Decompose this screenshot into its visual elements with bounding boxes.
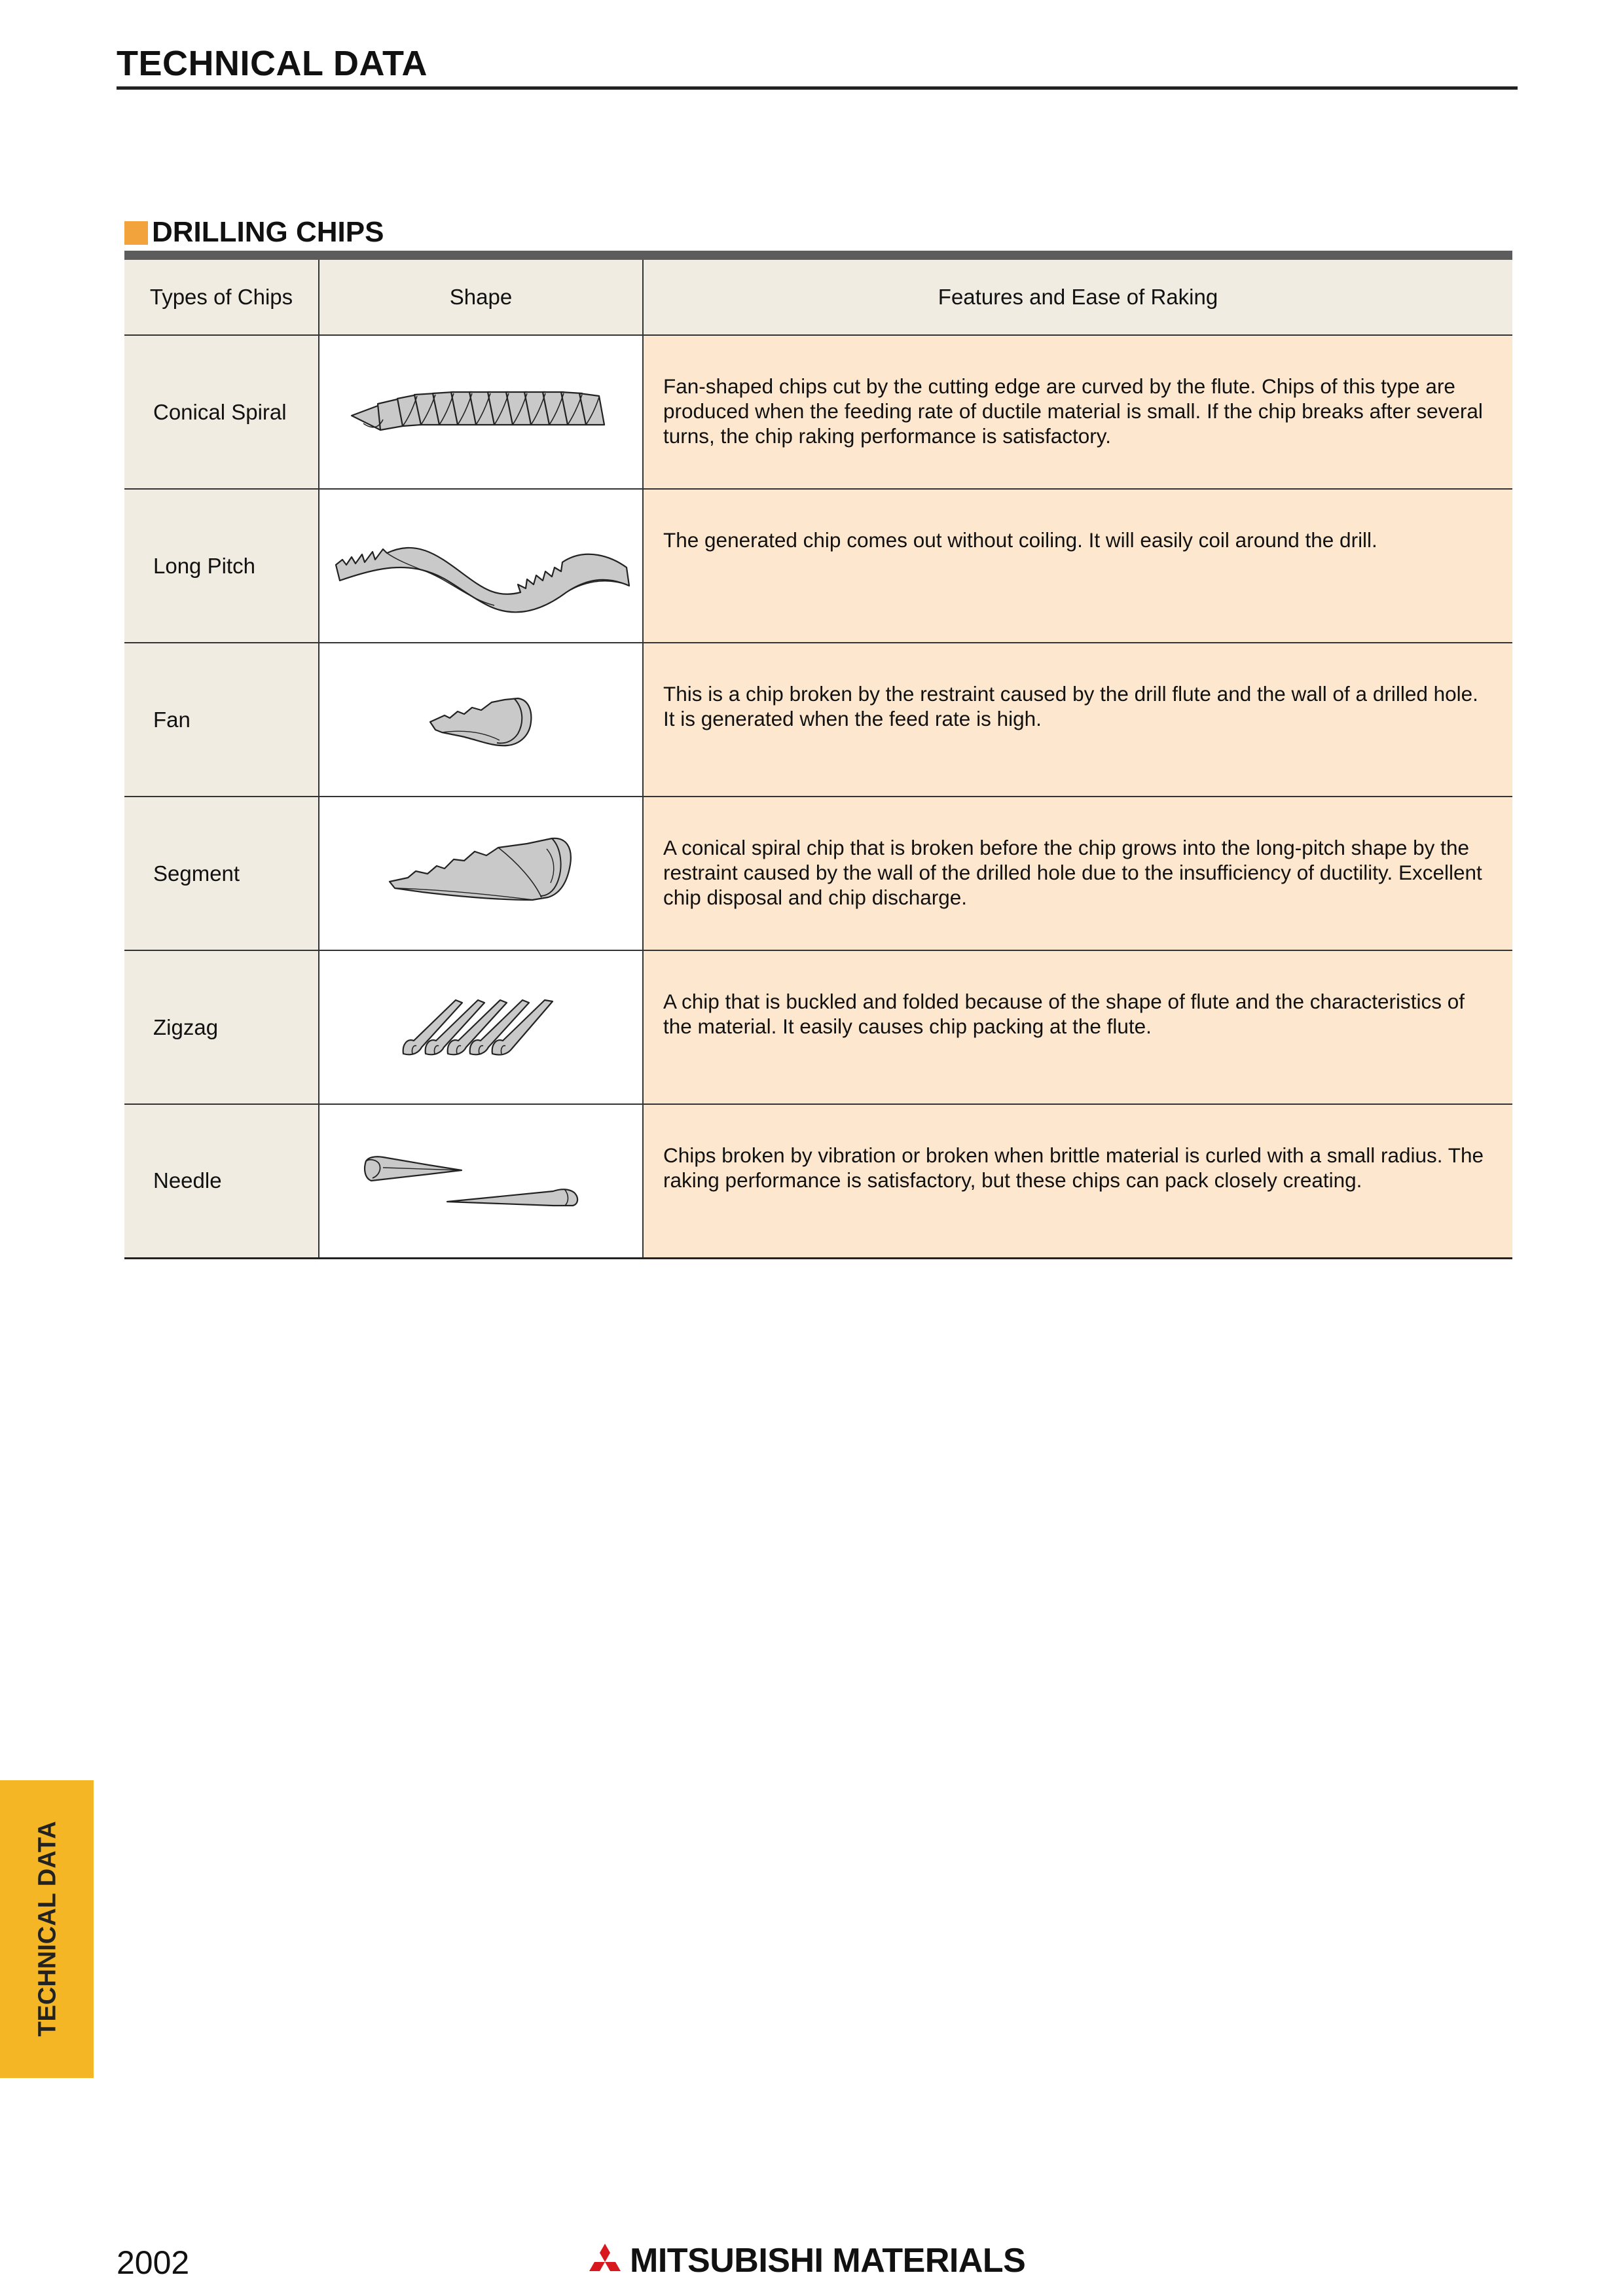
- chip-type-cell: Segment: [124, 797, 319, 950]
- chip-features-cell: Chips broken by vibration or broken when brittle material is curled with a small radius. The raking performance is satisfactory, but these chips can pack closely creating.: [643, 1104, 1512, 1258]
- chip-features-cell: Fan-shaped chips cut by the cutting edge are curved by the flute. Chips of this type are produced when the feeding rate of ductile material is small. If the chip breaks after several turns, the chip raking performance is satisfactory.: [643, 335, 1512, 489]
- table-row: [124, 643, 1512, 797]
- table-row: [124, 797, 1512, 950]
- table-header-row: [124, 260, 1512, 335]
- chip-shape-cell: [319, 489, 643, 643]
- chip-type-cell: Needle: [124, 1104, 319, 1258]
- chip-shape-cell: [319, 335, 643, 489]
- chip-type-cell: Conical Spiral: [124, 335, 319, 489]
- chip-features-cell: The generated chip comes out without coiling. It will easily coil around the drill.: [643, 489, 1512, 643]
- chip-type-cell: Zigzag: [124, 950, 319, 1104]
- page-number: 2002: [117, 2244, 190, 2281]
- table-row: [124, 950, 1512, 1104]
- side-tab-label: TECHNICAL DATA: [33, 1821, 62, 2037]
- long-pitch-chip-icon: [324, 507, 638, 625]
- chip-features-cell: A chip that is buckled and folded because of the shape of flute and the characteristics of the material. It easily causes chip packing at the flute.: [643, 950, 1512, 1104]
- chip-features-cell: A conical spiral chip that is broken before the chip grows into the long-pitch shape by the restraint caused by the wall of the drilled hole due to the insufficiency of ductility. Excellent chip disposal and chip discharge.: [643, 797, 1512, 950]
- chip-type-cell: Fan: [124, 643, 319, 797]
- chip-type-cell: Long Pitch: [124, 489, 319, 643]
- table-row: [124, 335, 1512, 489]
- column-header-types: Types of Chips: [124, 260, 319, 335]
- drilling-chips-table: [124, 260, 1512, 1259]
- chip-shape-cell: [319, 950, 643, 1104]
- page-header: [117, 39, 1518, 90]
- segment-chip-icon: [376, 828, 586, 920]
- fan-chip-icon: [416, 684, 547, 756]
- footer-brand-name: MITSUBISHI MATERIALS: [630, 2242, 1026, 2280]
- chip-shape-cell: [319, 643, 643, 797]
- chip-shape-cell: [319, 1104, 643, 1258]
- needle-chip-icon: [357, 1141, 606, 1220]
- column-header-features: Features and Ease of Raking: [643, 260, 1512, 335]
- table-row: [124, 489, 1512, 643]
- column-header-shape: Shape: [319, 260, 643, 335]
- section-marker-icon: [124, 221, 148, 245]
- table-top-rule: [124, 251, 1512, 260]
- conical-spiral-chip-icon: [337, 370, 625, 455]
- chip-features-cell: This is a chip broken by the restraint caused by the drill flute and the wall of a drilled hole. It is generated when the feed rate is high.: [643, 643, 1512, 797]
- side-section-tab: [0, 1780, 94, 2078]
- table-row: [124, 1104, 1512, 1258]
- mitsubishi-three-diamonds-icon: [584, 2244, 626, 2280]
- section-title: DRILLING CHIPS: [152, 216, 384, 248]
- page-title: TECHNICAL DATA: [117, 44, 428, 83]
- chip-shape-cell: [319, 797, 643, 950]
- zigzag-chip-icon: [393, 988, 570, 1067]
